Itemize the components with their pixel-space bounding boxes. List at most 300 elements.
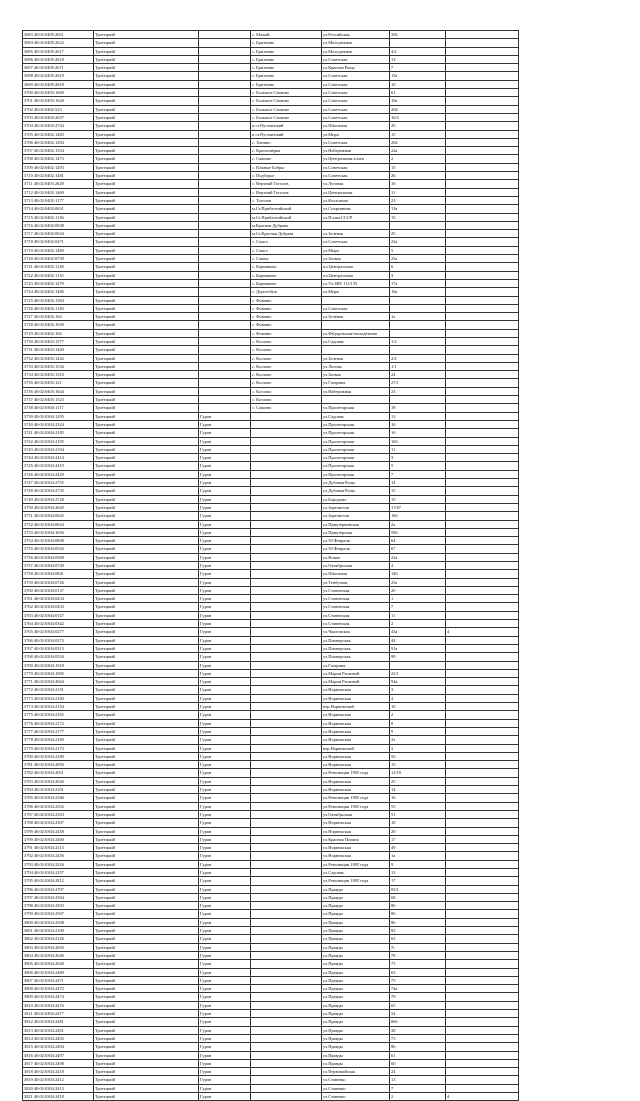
- district-cell: Тротецкий: [94, 55, 199, 63]
- house-number-cell: 27/1: [390, 379, 446, 387]
- apartment-number-cell: [446, 55, 519, 63]
- district-cell: Тротецкий: [94, 761, 199, 769]
- street-cell: ул.Садовая: [322, 412, 390, 420]
- district-cell: Тротецкий: [94, 313, 199, 321]
- street-cell: [322, 296, 390, 304]
- table-row: [23, 885, 519, 893]
- district-cell: Тротецкий: [94, 877, 199, 885]
- house-number-cell: 1: [390, 595, 446, 603]
- table-row: [23, 288, 519, 296]
- street-cell: ул.Советская: [322, 238, 390, 246]
- street-cell: ул.Советская: [322, 72, 390, 80]
- locality-type-cell: [199, 130, 251, 138]
- district-cell: Тротецкий: [94, 122, 199, 130]
- cadastral-number-cell: 3804 40:02:0304:2646: [23, 951, 94, 959]
- house-number-cell: 8: [390, 719, 446, 727]
- settlement-cell: с. Фомино: [251, 313, 322, 321]
- street-cell: [322, 321, 390, 329]
- locality-type-cell: Гуран: [199, 694, 251, 702]
- locality-type-cell: Гуран: [199, 545, 251, 553]
- district-cell: Тротецкий: [94, 1043, 199, 1051]
- locality-type-cell: Гуран: [199, 860, 251, 868]
- district-cell: Тротецкий: [94, 138, 199, 146]
- locality-type-cell: [199, 122, 251, 130]
- apartment-number-cell: [446, 827, 519, 835]
- street-cell: ул.Норвежская: [322, 727, 390, 735]
- settlement-cell: с. Ханино: [251, 138, 322, 146]
- apartment-number-cell: [446, 72, 519, 80]
- house-number-cell: 94а: [390, 678, 446, 686]
- apartment-number-cell: [446, 976, 519, 984]
- cadastral-number-cell: 3751 40:02:0304:0645: [23, 512, 94, 520]
- house-number-cell: 65: [390, 1001, 446, 1009]
- table-row: [23, 196, 519, 204]
- locality-type-cell: Гуран: [199, 537, 251, 545]
- apartment-number-cell: [446, 562, 519, 570]
- table-row: [23, 703, 519, 711]
- table-row: [23, 454, 519, 462]
- apartment-number-cell: [446, 611, 519, 619]
- cadastral-number-cell: 3755 40:02:0304:0526: [23, 545, 94, 553]
- apartment-number-cell: [446, 89, 519, 97]
- apartment-number-cell: [446, 810, 519, 818]
- house-number-cell: 2: [390, 620, 446, 628]
- locality-type-cell: Гуран: [199, 868, 251, 876]
- settlement-cell: [251, 827, 322, 835]
- apartment-number-cell: [446, 943, 519, 951]
- street-cell: ул.Норвежская: [322, 844, 390, 852]
- cadastral-number-cell: 3769 40:02:0304:1918: [23, 661, 94, 669]
- table-row: [23, 586, 519, 594]
- street-cell: ул.Пионерская: [322, 636, 390, 644]
- locality-type-cell: Гуран: [199, 960, 251, 968]
- settlement-cell: [251, 985, 322, 993]
- cadastral-number-cell: 3767 40:02:0304:0313: [23, 644, 94, 652]
- table-row: [23, 122, 519, 130]
- street-cell: ул.Зеленая: [322, 230, 390, 238]
- house-number-cell: 16: [390, 420, 446, 428]
- apartment-number-cell: [446, 445, 519, 453]
- settlement-cell: [251, 545, 322, 553]
- district-cell: Тротецкий: [94, 412, 199, 420]
- locality-type-cell: Гуран: [199, 1026, 251, 1034]
- locality-type-cell: Гуран: [199, 495, 251, 503]
- cadastral-number-cell: 3706 40:02:0402:1294: [23, 138, 94, 146]
- table-row: [23, 420, 519, 428]
- cadastral-number-cell: 3711 40:02:0403:2628: [23, 180, 94, 188]
- street-cell: ул.Мира: [322, 130, 390, 138]
- district-cell: Тротецкий: [94, 495, 199, 503]
- settlement-cell: [251, 893, 322, 901]
- locality-type-cell: Гуран: [199, 736, 251, 744]
- table-row: [23, 437, 519, 445]
- street-cell: ул.Норвежская: [322, 719, 390, 727]
- district-cell: Тротецкий: [94, 993, 199, 1001]
- settlement-cell: [251, 429, 322, 437]
- street-cell: [322, 221, 390, 229]
- locality-type-cell: [199, 329, 251, 337]
- house-number-cell: 13: [390, 1076, 446, 1084]
- table-row: [23, 578, 519, 586]
- cadastral-number-cell: 3742 40:02:0304:2195: [23, 437, 94, 445]
- settlement-cell: м.Ст.Красная Дубрава: [251, 230, 322, 238]
- locality-type-cell: Гуран: [199, 1018, 251, 1026]
- district-cell: Тротецкий: [94, 396, 199, 404]
- settlement-cell: с. Сокол: [251, 246, 322, 254]
- district-cell: Тротецкий: [94, 678, 199, 686]
- district-cell: Тротецкий: [94, 868, 199, 876]
- settlement-cell: с. Фомино: [251, 304, 322, 312]
- apartment-number-cell: [446, 288, 519, 296]
- street-cell: ул.Правды: [322, 1059, 390, 1067]
- table-row: [23, 653, 519, 661]
- settlement-cell: [251, 412, 322, 420]
- house-number-cell: 17а: [390, 279, 446, 287]
- apartment-number-cell: [446, 503, 519, 511]
- house-number-cell: 54: [390, 1010, 446, 1018]
- table-row: [23, 860, 519, 868]
- settlement-cell: с. Тоголов: [251, 196, 322, 204]
- locality-type-cell: Гуран: [199, 1043, 251, 1051]
- locality-type-cell: Гуран: [199, 819, 251, 827]
- cadastral-number-cell: 3793 40:02:0304:2226: [23, 860, 94, 868]
- house-number-cell: 73: [390, 1034, 446, 1042]
- settlement-cell: [251, 852, 322, 860]
- settlement-cell: [251, 868, 322, 876]
- cadastral-number-cell: 3693 40:02:0405:2651: [23, 31, 94, 39]
- locality-type-cell: [199, 404, 251, 412]
- locality-type-cell: Гуран: [199, 927, 251, 935]
- house-number-cell: 11: [390, 611, 446, 619]
- table-row: [23, 238, 519, 246]
- house-number-cell: 15: [390, 761, 446, 769]
- cadastral-number-cell: 3814 40:02:0304:2492: [23, 1034, 94, 1042]
- locality-type-cell: Гуран: [199, 744, 251, 752]
- locality-type-cell: [199, 362, 251, 370]
- district-cell: Тротецкий: [94, 454, 199, 462]
- table-row: [23, 835, 519, 843]
- district-cell: Тротецкий: [94, 271, 199, 279]
- street-cell: ул.Новая: [322, 553, 390, 561]
- table-row: [23, 595, 519, 603]
- settlement-cell: [251, 644, 322, 652]
- cadastral-number-cell: 3699 40:02:0405:2618: [23, 80, 94, 88]
- street-cell: ул.Мира: [322, 246, 390, 254]
- cadastral-number-cell: 3809 40:02:0304:2474: [23, 993, 94, 1001]
- street-cell: ул.Правды: [322, 927, 390, 935]
- street-cell: ул.Школьная: [322, 122, 390, 130]
- house-number-cell: [390, 396, 446, 404]
- settlement-cell: [251, 935, 322, 943]
- settlement-cell: [251, 1043, 322, 1051]
- apartment-number-cell: [446, 479, 519, 487]
- street-cell: ул.Норвежская: [322, 819, 390, 827]
- apartment-number-cell: [446, 844, 519, 852]
- district-cell: Тротецкий: [94, 960, 199, 968]
- table-row: [23, 147, 519, 155]
- street-cell: ул.Колхозная: [322, 196, 390, 204]
- district-cell: Тротецкий: [94, 553, 199, 561]
- cadastral-number-cell: 3799 40:02:0304:2507: [23, 910, 94, 918]
- district-cell: Тротецкий: [94, 603, 199, 611]
- street-cell: ул.Правды: [322, 1026, 390, 1034]
- street-cell: ул.Школьная: [322, 570, 390, 578]
- settlement-cell: с. Большое Сачково: [251, 89, 322, 97]
- apartment-number-cell: [446, 727, 519, 735]
- district-cell: Тротецкий: [94, 620, 199, 628]
- street-cell: ул.Дубовая Роща: [322, 487, 390, 495]
- settlement-cell: [251, 636, 322, 644]
- locality-type-cell: [199, 205, 251, 213]
- house-number-cell: 2: [390, 155, 446, 163]
- table-row: [23, 976, 519, 984]
- house-number-cell: [390, 321, 446, 329]
- locality-type-cell: [199, 105, 251, 113]
- apartment-number-cell: [446, 205, 519, 213]
- street-cell: ул.Правды: [322, 902, 390, 910]
- table-row: [23, 844, 519, 852]
- apartment-number-cell: [446, 196, 519, 204]
- apartment-number-cell: [446, 769, 519, 777]
- district-cell: Тротецкий: [94, 810, 199, 818]
- district-cell: Тротецкий: [94, 263, 199, 271]
- house-number-cell: 78: [390, 951, 446, 959]
- apartment-number-cell: [446, 678, 519, 686]
- table-row: [23, 412, 519, 420]
- table-row: [23, 205, 519, 213]
- cadastral-number-cell: 3721 40:02:0402:1148: [23, 263, 94, 271]
- cadastral-number-cell: 3730 40:02:0403:1577: [23, 337, 94, 345]
- house-number-cell: 59б: [390, 528, 446, 536]
- cadastral-number-cell: 3757 40:02:0304:0749: [23, 562, 94, 570]
- cadastral-number-cell: 3709 40:02:0402:1293: [23, 163, 94, 171]
- house-number-cell: 67: [390, 545, 446, 553]
- table-row: [23, 39, 519, 47]
- district-cell: Тротецкий: [94, 304, 199, 312]
- house-number-cell: 11: [390, 445, 446, 453]
- apartment-number-cell: [446, 669, 519, 677]
- cadastral-number-cell: 3716 40:02:0402:0038: [23, 221, 94, 229]
- settlement-cell: [251, 1059, 322, 1067]
- district-cell: Тротецкий: [94, 288, 199, 296]
- house-number-cell: [390, 304, 446, 312]
- locality-type-cell: [199, 89, 251, 97]
- settlement-cell: [251, 603, 322, 611]
- district-cell: Тротецкий: [94, 578, 199, 586]
- table-row: [23, 893, 519, 901]
- district-cell: Тротецкий: [94, 769, 199, 777]
- table-row: [23, 1043, 519, 1051]
- cadastral-number-cell: 3705 40:02:0402:1483: [23, 130, 94, 138]
- apartment-number-cell: [446, 860, 519, 868]
- register-sheet: [22, 30, 518, 1101]
- settlement-cell: [251, 711, 322, 719]
- locality-type-cell: Гуран: [199, 644, 251, 652]
- district-cell: Тротецкий: [94, 736, 199, 744]
- street-cell: ул.Правды: [322, 943, 390, 951]
- district-cell: Тротецкий: [94, 570, 199, 578]
- apartment-number-cell: [446, 495, 519, 503]
- street-cell: ул.Российская: [322, 31, 390, 39]
- table-row: [23, 396, 519, 404]
- table-row: [23, 711, 519, 719]
- house-number-cell: 51: [390, 810, 446, 818]
- locality-type-cell: [199, 55, 251, 63]
- apartment-number-cell: [446, 255, 519, 263]
- locality-type-cell: Гуран: [199, 835, 251, 843]
- cadastral-number-cell: 3694 40:02:0405:2622: [23, 39, 94, 47]
- apartment-number-cell: [446, 885, 519, 893]
- settlement-cell: [251, 1084, 322, 1092]
- locality-type-cell: [199, 97, 251, 105]
- district-cell: Тротецкий: [94, 246, 199, 254]
- house-number-cell: 18: [390, 404, 446, 412]
- street-cell: ул.Норвежская: [322, 777, 390, 785]
- settlement-cell: [251, 885, 322, 893]
- house-number-cell: 15: [390, 213, 446, 221]
- district-cell: Тротецкий: [94, 213, 199, 221]
- locality-type-cell: [199, 188, 251, 196]
- settlement-cell: с. Сашино: [251, 404, 322, 412]
- house-number-cell: 10: [390, 703, 446, 711]
- settlement-cell: с. Бритчино: [251, 55, 322, 63]
- district-cell: Тротецкий: [94, 47, 199, 55]
- cadastral-number-cell: 3698 40:02:0405:2619: [23, 72, 94, 80]
- district-cell: Тротецкий: [94, 503, 199, 511]
- table-row: [23, 230, 519, 238]
- table-row: [23, 644, 519, 652]
- district-cell: Тротецкий: [94, 628, 199, 636]
- locality-type-cell: Гуран: [199, 1034, 251, 1042]
- cadastral-number-cell: 3803 40:02:0304:2650: [23, 943, 94, 951]
- house-number-cell: 17: [390, 877, 446, 885]
- apartment-number-cell: [446, 163, 519, 171]
- street-cell: ул.Пл.им.СССР: [322, 213, 390, 221]
- street-cell: ул.Пролетарская: [322, 429, 390, 437]
- street-cell: ул.Лесная: [322, 362, 390, 370]
- apartment-number-cell: [446, 578, 519, 586]
- apartment-number-cell: [446, 396, 519, 404]
- street-cell: ул.Правды: [322, 910, 390, 918]
- district-cell: Тротецкий: [94, 163, 199, 171]
- street-cell: ул.Правды: [322, 935, 390, 943]
- house-number-cell: 44: [390, 636, 446, 644]
- cadastral-number-cell: 3748 40:02:0304:2735: [23, 487, 94, 495]
- district-cell: Тротецкий: [94, 279, 199, 287]
- district-cell: Тротецкий: [94, 155, 199, 163]
- district-cell: Тротецкий: [94, 520, 199, 528]
- locality-type-cell: Гуран: [199, 777, 251, 785]
- house-number-cell: 2а: [390, 520, 446, 528]
- settlement-cell: с. Сашка: [251, 255, 322, 263]
- locality-type-cell: Гуран: [199, 1001, 251, 1009]
- locality-type-cell: Гуран: [199, 578, 251, 586]
- house-number-cell: 25: [390, 777, 446, 785]
- street-cell: ул.Заовая: [322, 255, 390, 263]
- street-cell: ул.Революции 1905 года: [322, 794, 390, 802]
- table-row: [23, 346, 519, 354]
- house-number-cell: 15: [390, 130, 446, 138]
- district-cell: Тротецкий: [94, 437, 199, 445]
- street-cell: ул.Правды: [322, 1034, 390, 1042]
- cadastral-number-cell: 3732 40:02:0403:1442: [23, 354, 94, 362]
- settlement-cell: [251, 570, 322, 578]
- cadastral-number-cell: 3728 40:02:0402:1630: [23, 321, 94, 329]
- locality-type-cell: Гуран: [199, 603, 251, 611]
- house-number-cell: 20: [390, 122, 446, 130]
- district-cell: Тротецкий: [94, 968, 199, 976]
- district-cell: Тротецкий: [94, 653, 199, 661]
- locality-type-cell: Гуран: [199, 985, 251, 993]
- house-number-cell: 2: [390, 1093, 446, 1101]
- apartment-number-cell: [446, 230, 519, 238]
- apartment-number-cell: [446, 968, 519, 976]
- settlement-cell: с. Верхний Тоголов: [251, 188, 322, 196]
- apartment-number-cell: [446, 918, 519, 926]
- house-number-cell: 8б: [390, 910, 446, 918]
- table-row: [23, 1059, 519, 1067]
- district-cell: Тротецкий: [94, 636, 199, 644]
- locality-type-cell: Гуран: [199, 420, 251, 428]
- locality-type-cell: Гуран: [199, 703, 251, 711]
- district-cell: Тротецкий: [94, 893, 199, 901]
- settlement-cell: [251, 495, 322, 503]
- street-cell: ул.Молодежная: [322, 39, 390, 47]
- settlement-cell: [251, 470, 322, 478]
- street-cell: ул.Тенбузова: [322, 578, 390, 586]
- street-cell: ул.Правды: [322, 976, 390, 984]
- street-cell: ул.Заречистая: [322, 512, 390, 520]
- settlement-cell: с. Бритчино: [251, 47, 322, 55]
- house-number-cell: 74а: [390, 985, 446, 993]
- settlement-cell: с. Большое Сачково: [251, 105, 322, 113]
- street-cell: ул.Норвежская: [322, 852, 390, 860]
- apartment-number-cell: [446, 213, 519, 221]
- locality-type-cell: Гуран: [199, 1051, 251, 1059]
- locality-type-cell: Гуран: [199, 827, 251, 835]
- locality-type-cell: [199, 155, 251, 163]
- cadastral-number-cell: 3740 40:02:0304:2324: [23, 420, 94, 428]
- table-row: [23, 89, 519, 97]
- house-number-cell: 7: [390, 1084, 446, 1092]
- locality-type-cell: Гуран: [199, 752, 251, 760]
- settlement-cell: [251, 910, 322, 918]
- settlement-cell: [251, 537, 322, 545]
- cadastral-number-cell: 3792 40:02:0304:2456: [23, 852, 94, 860]
- apartment-number-cell: [446, 595, 519, 603]
- settlement-cell: [251, 918, 322, 926]
- house-number-cell: 5: [390, 462, 446, 470]
- cadastral-number-cell: 3747 40:02:0304:2755: [23, 479, 94, 487]
- cadastral-number-cell: 3783 40:02:0304:2026: [23, 777, 94, 785]
- house-number-cell: 2а: [390, 736, 446, 744]
- table-row: [23, 520, 519, 528]
- settlement-cell: [251, 1034, 322, 1042]
- table-row: [23, 628, 519, 636]
- table-row: [23, 246, 519, 254]
- settlement-cell: с. Краснопёрка: [251, 147, 322, 155]
- table-row: [23, 105, 519, 113]
- house-number-cell: 2/2: [390, 354, 446, 362]
- cadastral-number-cell: 3788 40:02:0304:2307: [23, 819, 94, 827]
- house-number-cell: 83/1: [390, 885, 446, 893]
- street-cell: ул.Революции 1905 года: [322, 860, 390, 868]
- settlement-cell: [251, 1018, 322, 1026]
- table-row: [23, 719, 519, 727]
- settlement-cell: [251, 727, 322, 735]
- settlement-cell: м.Ст.Прибалтийский: [251, 205, 322, 213]
- settlement-cell: [251, 578, 322, 586]
